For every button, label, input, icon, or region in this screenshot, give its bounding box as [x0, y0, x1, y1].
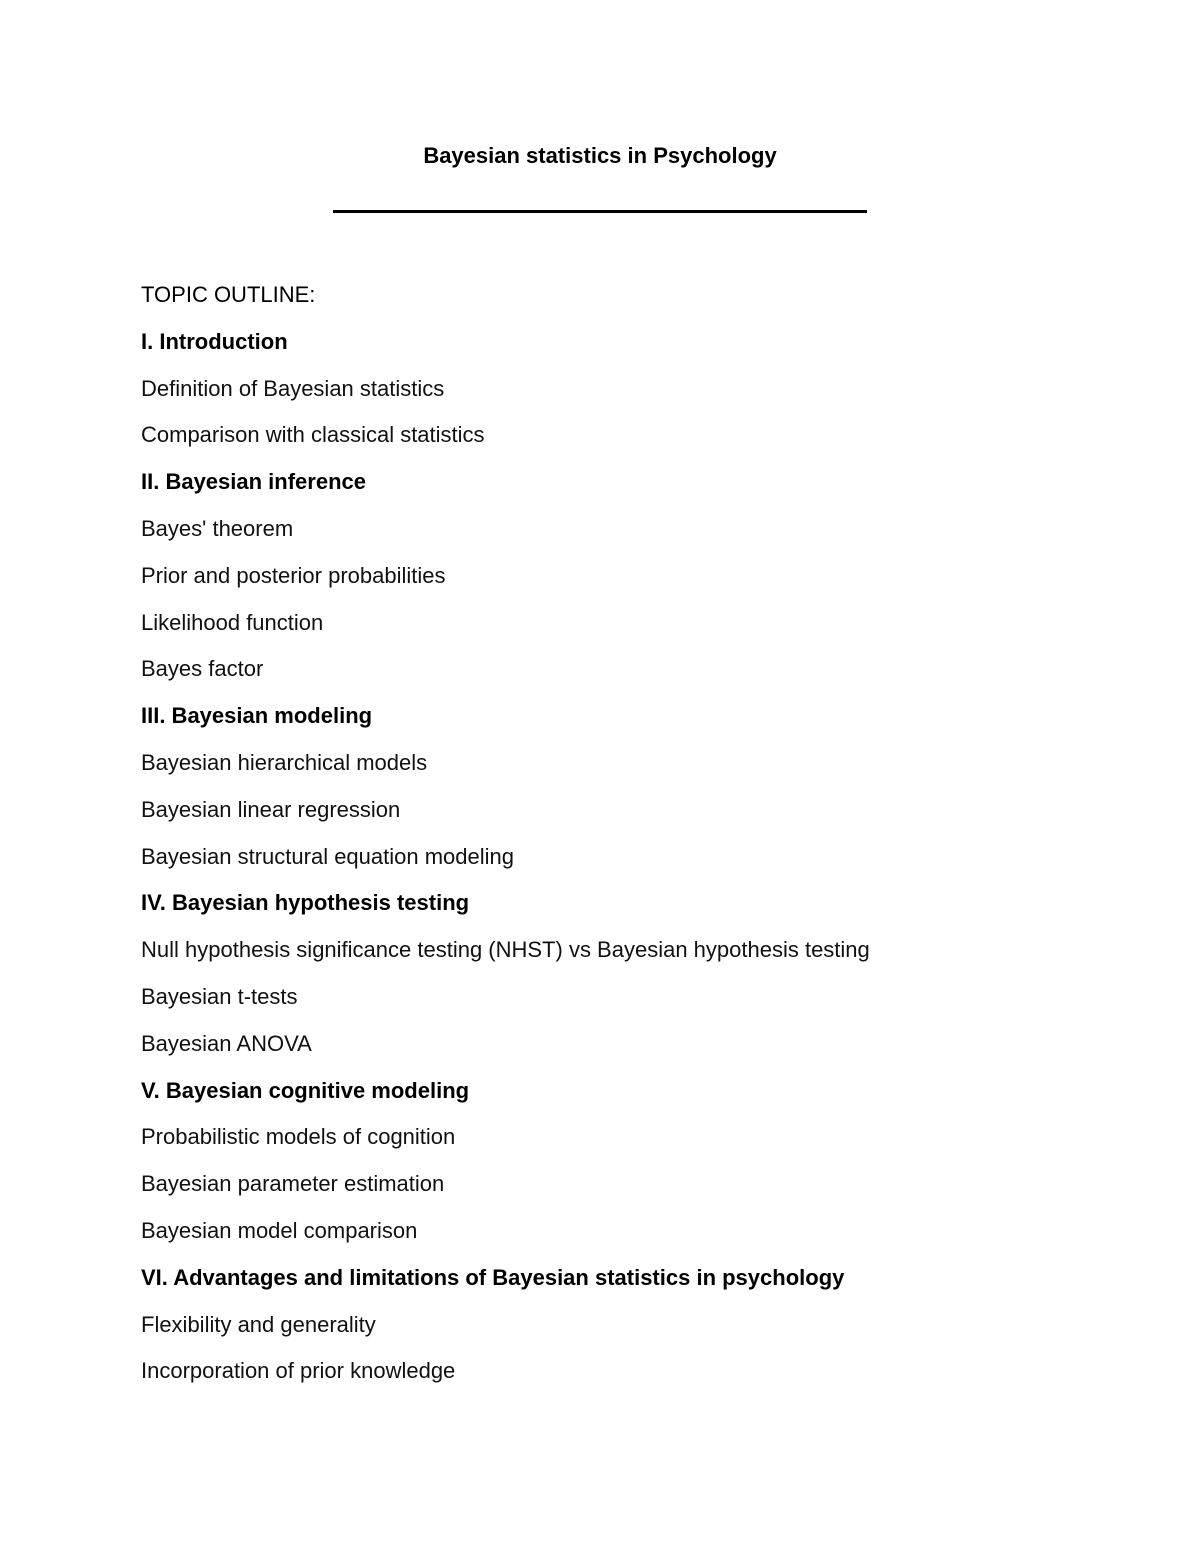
section-heading: IV. Bayesian hypothesis testing	[141, 890, 470, 916]
outline-item: Prior and posterior probabilities	[141, 562, 446, 588]
outline-item: Bayesian linear regression	[141, 796, 401, 822]
outline-item: Bayesian model comparison	[141, 1217, 418, 1243]
section-heading: VI. Advantages and limitations of Bayesian statistics in psychology	[141, 1264, 845, 1290]
topic-outline	[141, 281, 1141, 1404]
outline-item: Flexibility and generality	[141, 1311, 376, 1337]
outline-item: Bayesian t-tests	[141, 983, 298, 1009]
section-heading: II. Bayesian inference	[141, 469, 366, 495]
outline-item: Null hypothesis significance testing (NHST) vs Bayesian hypothesis testing	[141, 937, 870, 963]
document-title: Bayesian statistics in Psychology	[423, 143, 777, 168]
section-heading: III. Bayesian modeling	[141, 703, 373, 729]
outline-item: Incorporation of prior knowledge	[141, 1358, 456, 1384]
section-heading: I. Introduction	[141, 328, 288, 354]
outline-item: Probabilistic models of cognition	[141, 1124, 456, 1150]
outline-item: Comparison with classical statistics	[141, 422, 485, 448]
outline-item: Bayes' theorem	[141, 515, 294, 541]
title-underline-rule	[333, 210, 867, 213]
outline-item: Bayes factor	[141, 656, 264, 682]
outline-item: Bayesian hierarchical models	[141, 749, 428, 775]
section-heading: V. Bayesian cognitive modeling	[141, 1077, 470, 1103]
outline-label: TOPIC OUTLINE:	[141, 282, 316, 307]
outline-item: Bayesian ANOVA	[141, 1030, 312, 1056]
outline-item: Bayesian structural equation modeling	[141, 843, 515, 869]
outline-item: Definition of Bayesian statistics	[141, 375, 445, 401]
outline-item: Bayesian parameter estimation	[141, 1171, 445, 1197]
outline-item: Likelihood function	[141, 609, 324, 635]
